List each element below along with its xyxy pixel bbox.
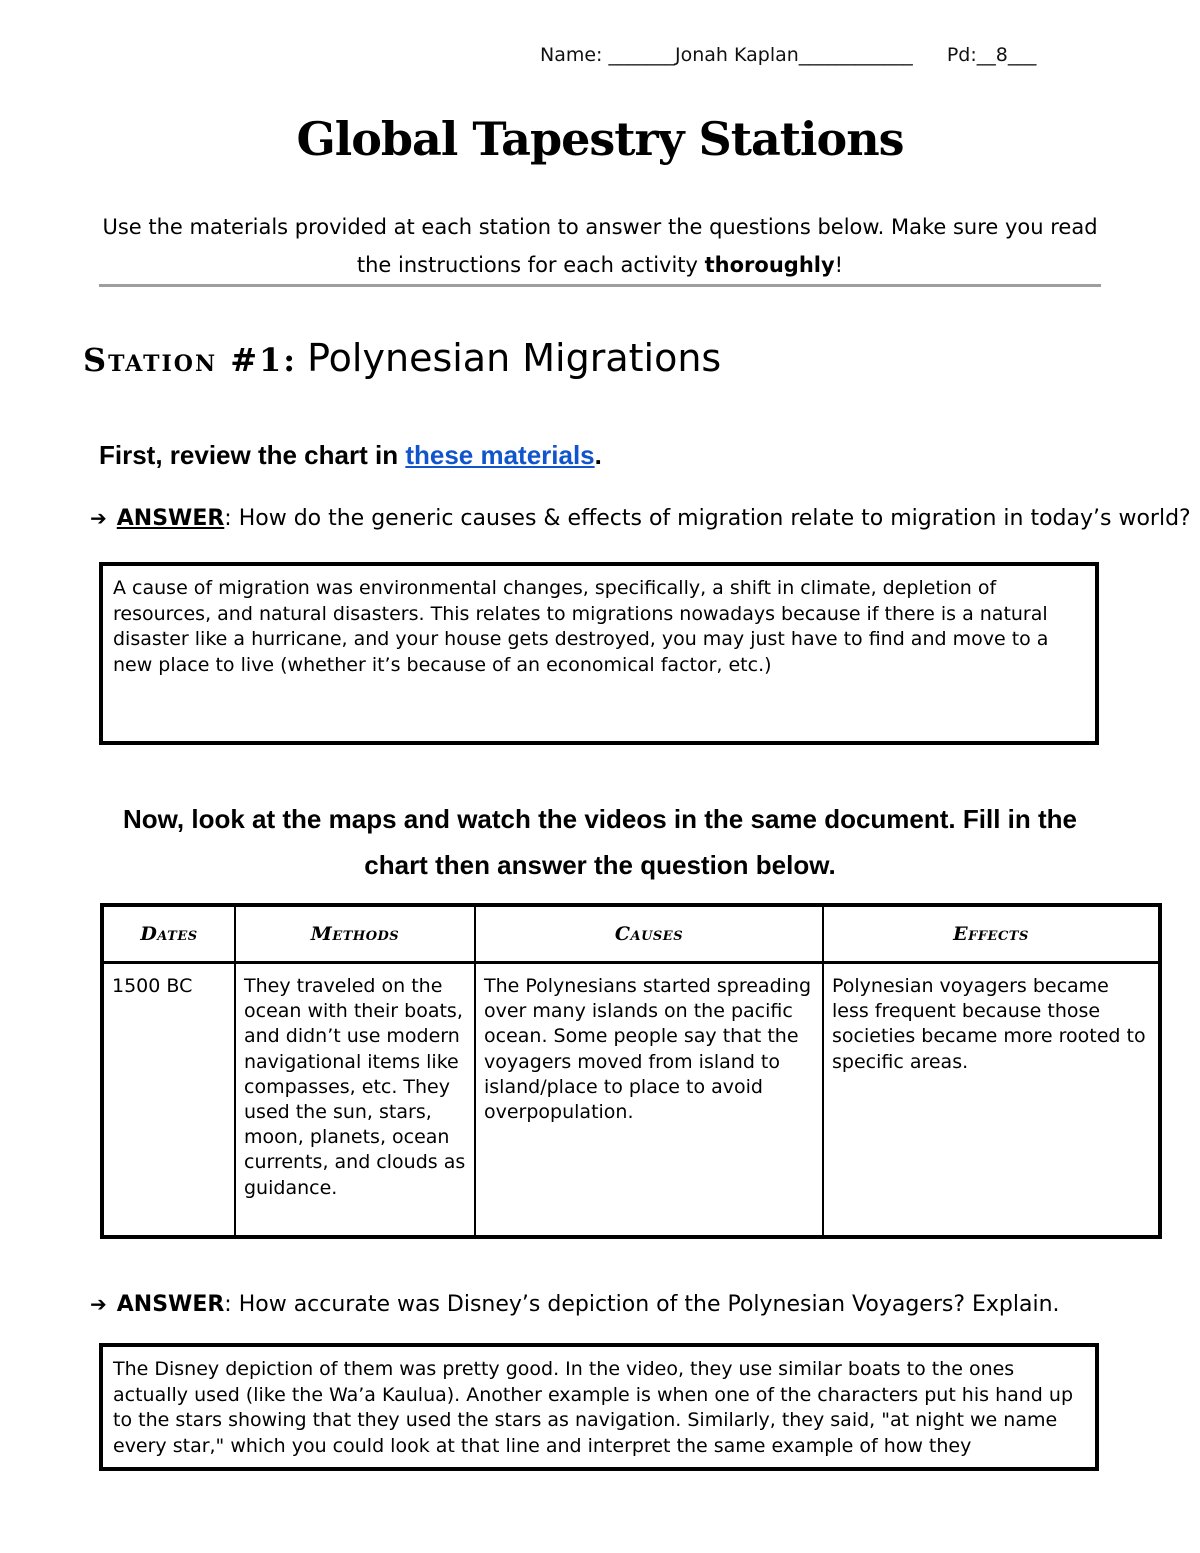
table-row xyxy=(102,963,1160,1238)
cell-dates[interactable]: 1500 BC xyxy=(102,963,235,1238)
name-field: Name: _______Jonah Kaplan____________ xyxy=(540,44,913,66)
chart-header-row xyxy=(102,905,1160,963)
station-heading xyxy=(83,336,721,380)
intro-end: ! xyxy=(834,253,844,277)
migration-chart xyxy=(100,903,1162,1239)
horizontal-divider xyxy=(99,284,1101,287)
question-2-text: : How accurate was Disney’s depiction of the Polynesian Voyagers? Explain. xyxy=(224,1292,1060,1317)
period-field: Pd:__8___ xyxy=(946,44,1037,66)
question-1 xyxy=(90,506,1191,531)
second-instruction: Now, look at the maps and watch the videos in the same document. Fill in the chart then answer the question below. xyxy=(123,804,1077,880)
answer-box-2[interactable]: The Disney depiction of them was pretty good. In the video, they use similar boats to the ones actually used (like the Wa’a Kaulua). Another example is when one of the characters put his hand up to the stars showing that they used the stars as navigation. Similarly, they said, "at night we name every star," which you could look at that line and interpret the same example of how they xyxy=(99,1343,1099,1471)
intro-text: Use the materials provided at each station to answer the questions below. Make sure you read the instructions for each activity xyxy=(102,215,1098,277)
page-title: Global Tapestry Stations xyxy=(296,112,904,166)
arrow-icon: ➔ xyxy=(90,506,107,530)
header-effects: Effects xyxy=(823,905,1160,963)
question-2 xyxy=(90,1292,1060,1317)
cell-causes[interactable]: The Polynesians started spreading over many islands on the pacific ocean. Some people say that the voyagers moved from island to island/place to place to avoid overpopulation. xyxy=(475,963,823,1238)
intro-paragraph xyxy=(100,208,1100,284)
station-label: Station #1: xyxy=(83,341,298,379)
station-name: Polynesian Migrations xyxy=(307,336,722,380)
intro-bold-word: thoroughly xyxy=(704,253,835,277)
header-causes: Causes xyxy=(475,905,823,963)
first-instruction-suffix: . xyxy=(594,440,602,470)
arrow-icon: ➔ xyxy=(90,1292,107,1316)
answer-box-1[interactable]: A cause of migration was environmental changes, specifically, a shift in climate, depletion of resources, and natural disasters. This relates to migrations nowadays because if there is a natural disaster like a hurricane, and your house gets destroyed, you may just have to find and move to a new place to live (whether it’s because of an economical factor, etc.) xyxy=(99,562,1099,745)
question-2-keyword: ANSWER xyxy=(116,1292,225,1317)
cell-effects[interactable]: Polynesian voyagers became less frequent because those societies became more rooted to specific areas. xyxy=(823,963,1160,1238)
header-line xyxy=(540,44,1160,66)
question-1-keyword: ANSWER xyxy=(116,506,225,531)
header-dates: Dates xyxy=(102,905,235,963)
question-1-text: : How do the generic causes & effects of migration relate to migration in today’s world? xyxy=(224,506,1191,531)
materials-link[interactable]: these materials xyxy=(405,440,595,470)
first-instruction-prefix: First, review the chart in xyxy=(99,440,406,470)
first-instruction xyxy=(99,440,602,471)
cell-methods[interactable]: They traveled on the ocean with their boats, and didn’t use modern navigational items like compasses, etc. They used the sun, stars, moon, planets, ocean currents, and clouds as guidance. xyxy=(235,963,475,1238)
header-methods: Methods xyxy=(235,905,475,963)
